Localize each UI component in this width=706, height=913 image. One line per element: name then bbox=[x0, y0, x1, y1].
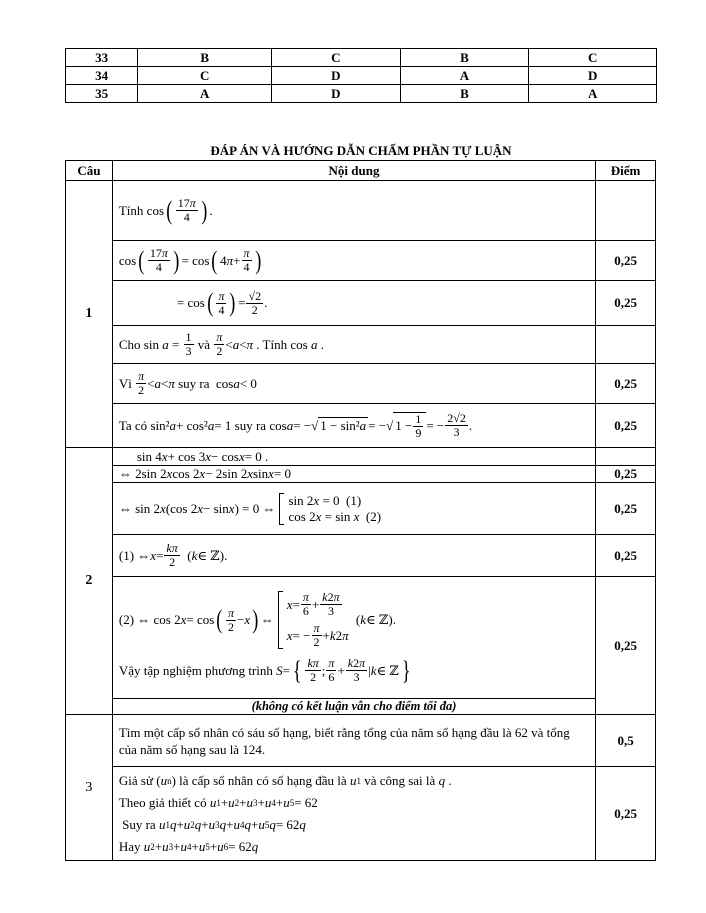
q1-step2: = cos ( $\frac{\pi}{4}$ ) = $\frac{√2}{2}$ . bbox=[112, 281, 595, 326]
answer-key-answer: D bbox=[529, 67, 657, 85]
answer-key-answer: A bbox=[138, 85, 272, 103]
q2-step4-points: 0,25 bbox=[596, 577, 656, 715]
answer-key-question: 33 bbox=[66, 49, 138, 67]
q2-step3-points: 0,25 bbox=[596, 535, 656, 577]
answer-key-question: 35 bbox=[66, 85, 138, 103]
header-cau: Câu bbox=[66, 161, 113, 181]
question-2-number: 2 bbox=[66, 448, 113, 715]
q2-step1-points: 0,25 bbox=[596, 466, 656, 483]
q3-solution: Giả sử ( u n ) là cấp số nhân có số hạng đầu là u 1 và công sai là q . Theo giả thiết có u 1 + u 2 + u 3 + u 4 + u 5 = 62 Suy ra u 1 q + u 2 q + u 3 q + u 4 q + u 5 q = 62 q Hay u 2 + u 3 + u 4 + u 5 + u 6 = 62 q bbox=[112, 767, 595, 861]
header-noidung: Nội dung bbox=[112, 161, 595, 181]
header-diem: Điểm bbox=[596, 161, 656, 181]
answer-key-row bbox=[66, 67, 657, 85]
answer-key-answer: C bbox=[138, 67, 272, 85]
q2-equation: sin 4 x + cos 3 x − cos x = 0 . bbox=[112, 448, 595, 466]
q2-note: (không có kết luận vẫn cho điểm tối đa) bbox=[112, 699, 595, 715]
q2-step4: (2) ⇔ cos 2 x = cos ( $\frac{\pi}{2}$ − x ) ⇔ x = $\frac{\pi}{6}$ + $\frac{k2\pi}{3}$ x = − $\frac{\pi}{2}$ + k 2 π ( k ∈ ℤ). Vậy tập nghiệm phương trình S = { $\frac{k\pi}{2}$ ; $\frac{\pi}{6}$ + $\frac{k2\pi}{3}$ | k ∈ ℤ } bbox=[112, 577, 595, 699]
q1-step1-points: 0,25 bbox=[596, 241, 656, 281]
q2-step3: (1) ⇔ x = $\frac{k\pi}{2}$ ( k ∈ ℤ). bbox=[112, 535, 595, 577]
q1-part2-prompt: Cho sin a = $\frac{1}{3}$ và $\frac{\pi}{2}$ < a < π . Tính cos a . bbox=[112, 326, 595, 364]
answer-key-answer: D bbox=[271, 67, 400, 85]
q3-solution-points: 0,25 bbox=[596, 767, 656, 861]
q1-step4: Ta có sin² a + cos² a = 1 suy ra cos a = −√ 1 − sin²a = −√ 1 − $\frac{1}{9}$ = − $\frac{2√2}{3}$ . bbox=[112, 404, 595, 448]
grading-table bbox=[65, 160, 656, 861]
answer-key-answer: C bbox=[529, 49, 657, 67]
answer-key-answer: B bbox=[400, 85, 529, 103]
answer-key-answer: B bbox=[400, 49, 529, 67]
q1-step3: Vì $\frac{\pi}{2}$ < a < π suy ra cos a < 0 bbox=[112, 364, 595, 404]
q1-step1: cos ( $\frac{17\pi}{4}$ ) = cos ( 4 π + $\frac{\pi}{4}$ ) bbox=[112, 241, 595, 281]
q1-part1-prompt: Tính cos ( $\frac{17\pi}{4}$ ) . bbox=[112, 181, 595, 241]
question-1-number: 1 bbox=[66, 181, 113, 448]
q1-step2-points: 0,25 bbox=[596, 281, 656, 326]
q2-step2-points: 0,25 bbox=[596, 483, 656, 535]
answer-key-answer: A bbox=[400, 67, 529, 85]
answer-key-answer: D bbox=[271, 85, 400, 103]
answer-key-question: 34 bbox=[66, 67, 138, 85]
answer-key-answer: C bbox=[271, 49, 400, 67]
q2-step2: ⇔ sin 2 x (cos 2 x − sin x ) = 0 ⇔ sin 2x = 0 (1) cos 2x = sin x (2) bbox=[112, 483, 595, 535]
q3-problem-points: 0,5 bbox=[596, 715, 656, 767]
answer-key-answer: B bbox=[138, 49, 272, 67]
q2-step1: ⇔ 2sin 2 x cos 2 x − 2sin 2 x sin x = 0 bbox=[112, 466, 595, 483]
q1-step4-points: 0,25 bbox=[596, 404, 656, 448]
answer-key-answer: A bbox=[529, 85, 657, 103]
section-title: ĐÁP ÁN VÀ HƯỚNG DẪN CHẤM PHẦN TỰ LUẬN bbox=[210, 143, 512, 158]
answer-key-row bbox=[66, 49, 657, 67]
question-3-number: 3 bbox=[66, 715, 113, 861]
answer-key-table bbox=[65, 48, 657, 103]
q3-problem: Tìm một cấp số nhân có sáu số hạng, biết rằng tổng của năm số hạng đầu là 62 và tổng của năm số hạng sau là 124. bbox=[112, 715, 595, 767]
answer-key-row bbox=[66, 85, 657, 103]
q1-step3-points: 0,25 bbox=[596, 364, 656, 404]
